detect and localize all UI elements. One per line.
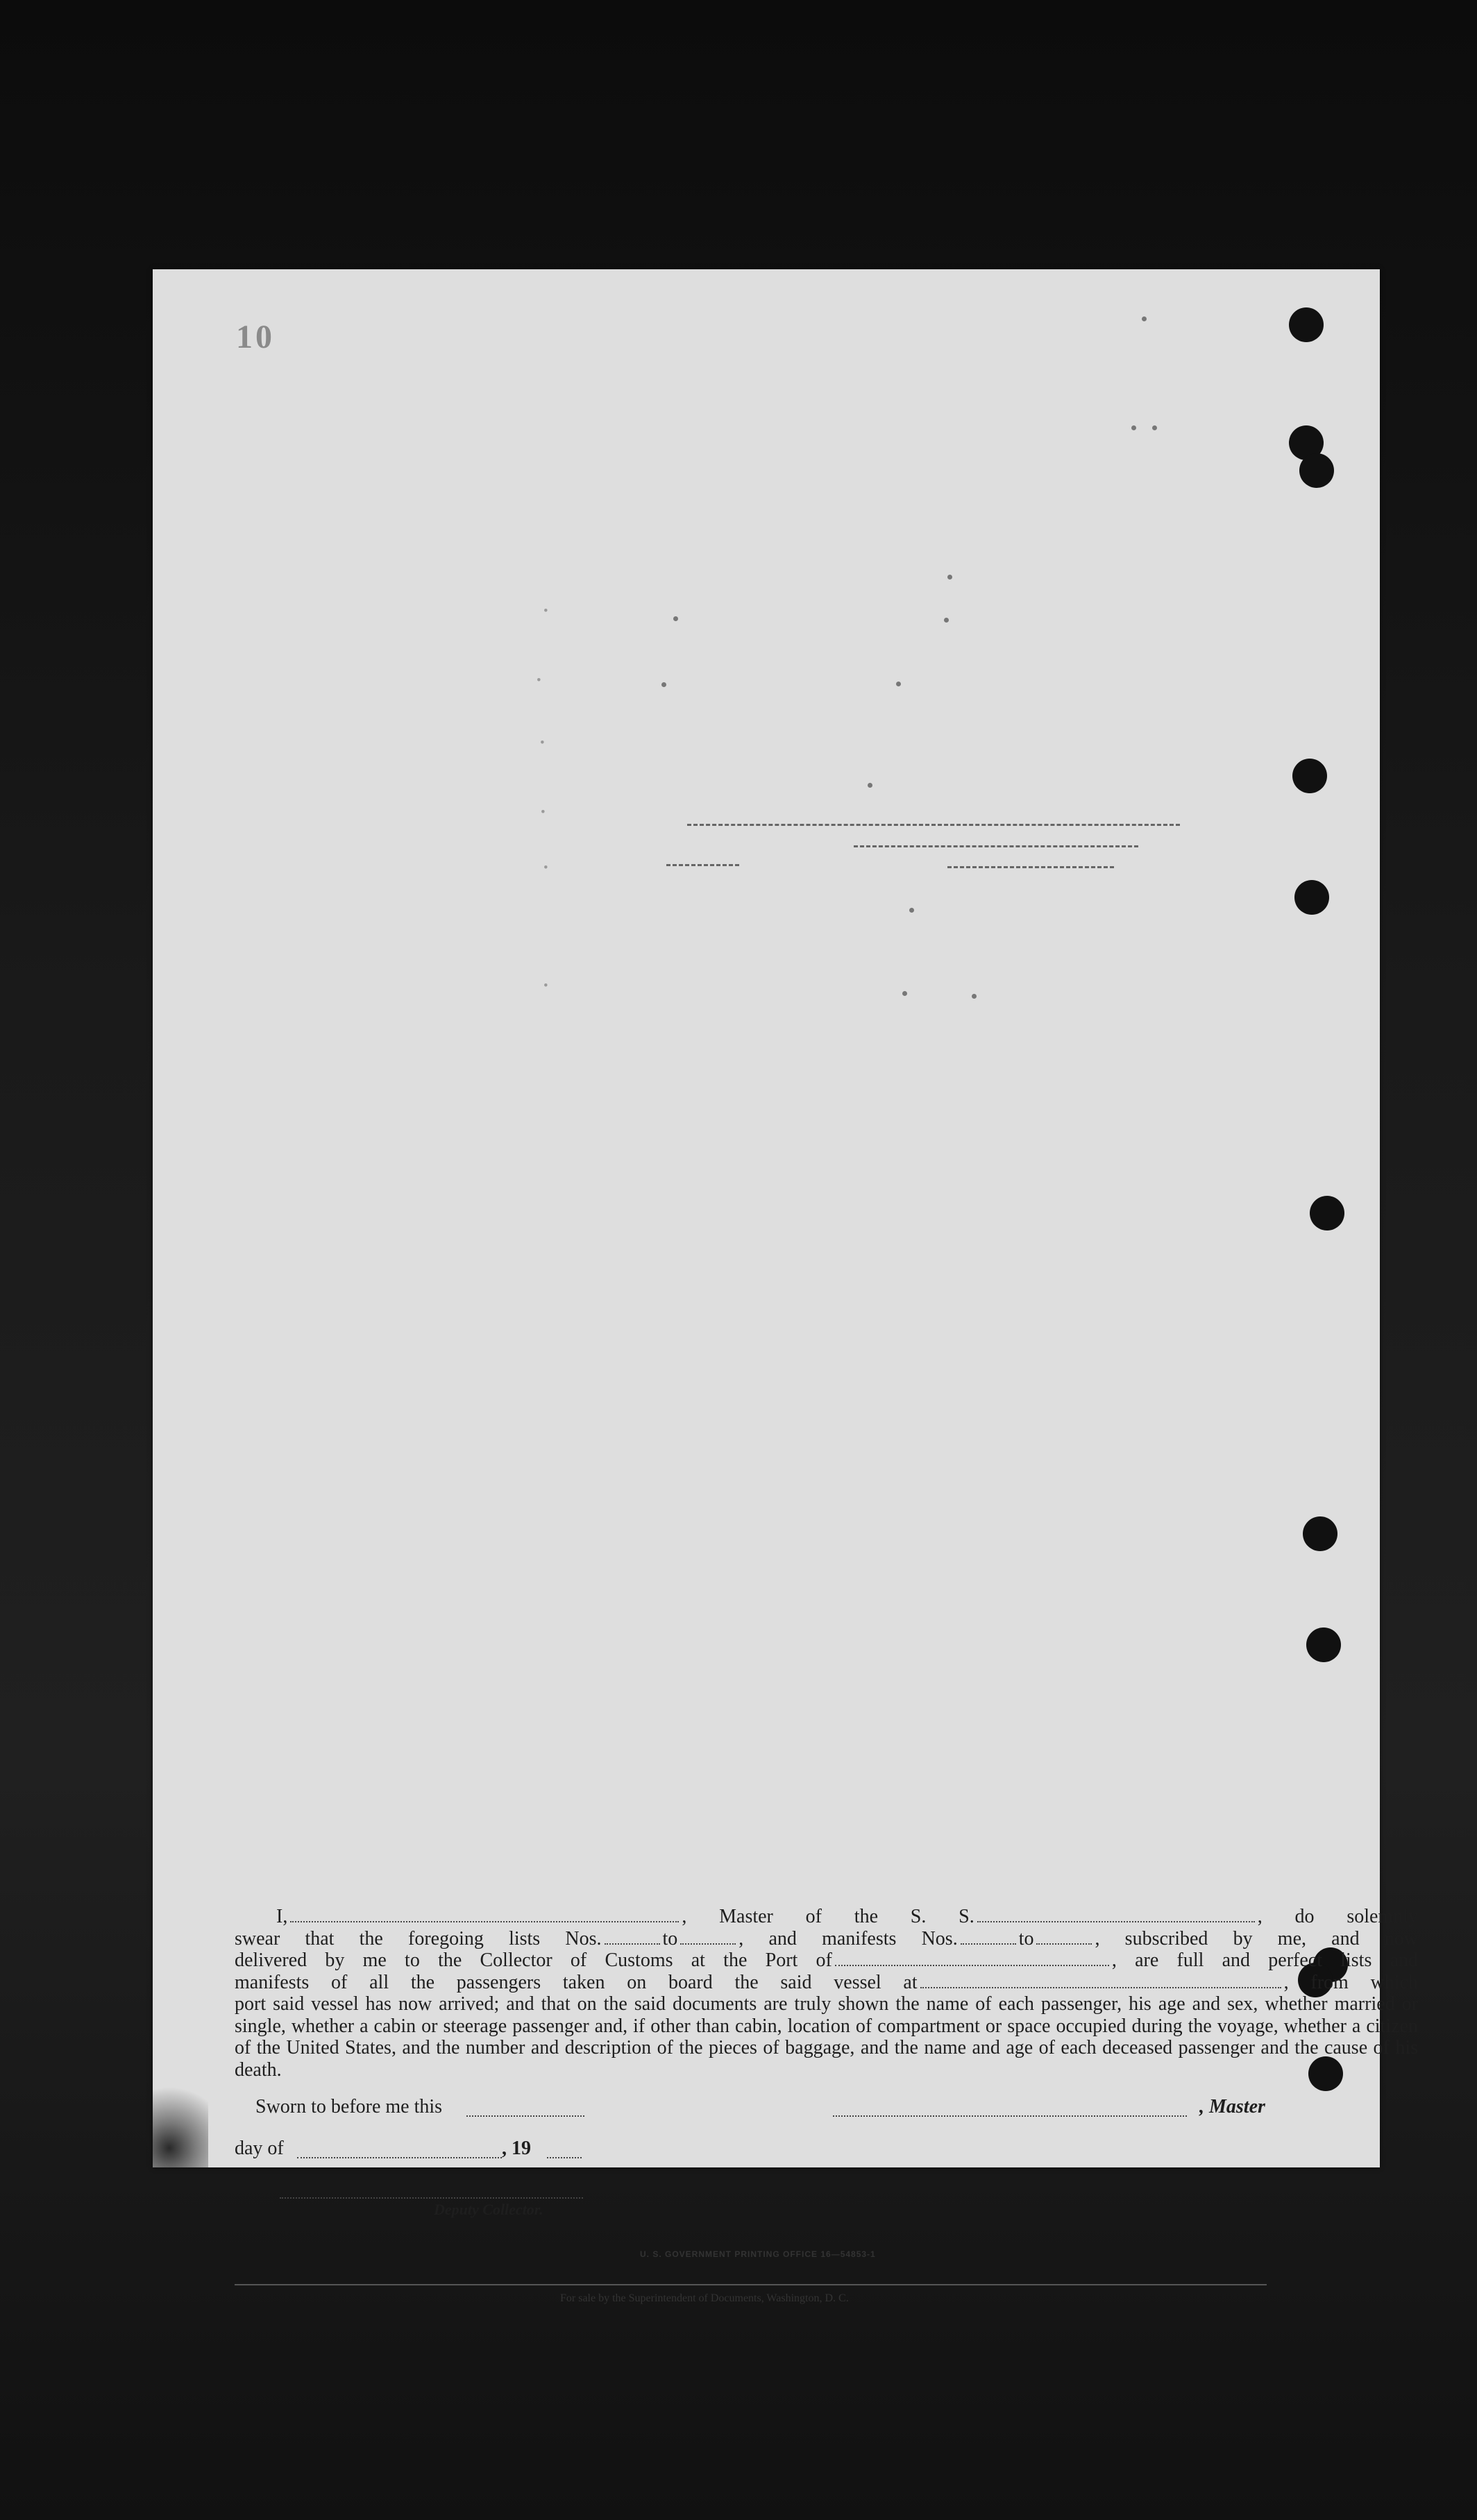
oath-body: port said vessel has now arrived; and that on the said documents are truly shown the name of each passenger, his age and sex, whether married or single, whether a cabin or steerage passenger and, if other than cabin, location of compartment or space occupied during the voyage, whether a citizen of the United States, and the number and description of the pieces of baggage, and the name and age of each deceased passenger and the cause of his death. <box>235 1993 1418 2081</box>
oath-text: delivered by me to the Collector of Customs at the Port of <box>235 1950 832 1971</box>
bleed-through-dot <box>1142 316 1147 321</box>
day-of-label: day of <box>235 2138 284 2159</box>
port-blank <box>835 1964 1109 1966</box>
punch-hole <box>1299 453 1334 488</box>
bleed-through-dash-line <box>854 845 1138 847</box>
list-from-blank <box>605 1943 660 1945</box>
punch-hole <box>1306 1627 1341 1662</box>
year-label: , 19 <box>502 2138 531 2159</box>
oath-text: , Master of the S. S. <box>682 1906 974 1927</box>
sworn-label: Sworn to before me this <box>255 2096 443 2117</box>
sworn-day-blank <box>466 2115 584 2117</box>
footer-rule <box>235 2284 1267 2285</box>
oath-text: , and manifests Nos. <box>738 1927 958 1950</box>
bleed-through-dot <box>673 616 678 621</box>
deputy-signature-line <box>280 2197 583 2199</box>
bleed-through-dot <box>1152 425 1157 430</box>
oath-line-4 <box>235 1972 1418 1994</box>
bleed-through-dot <box>909 908 914 913</box>
oath-text: to <box>1018 1927 1034 1950</box>
corner-stain <box>153 2070 208 2167</box>
oath-text: I, <box>276 1906 288 1927</box>
master-label: , Master <box>1199 2096 1265 2117</box>
for-sale-note: For sale by the Superintendent of Documents, Washington, D. C. <box>560 2292 849 2304</box>
bleed-through-dot <box>661 682 666 687</box>
master-signature-line <box>833 2115 1187 2117</box>
punch-hole <box>1310 1196 1344 1231</box>
bleed-through-mark: · <box>538 728 547 757</box>
deputy-collector-label: Deputy Collector. <box>434 2201 543 2218</box>
bleed-through-mark: · <box>541 971 550 1000</box>
month-blank <box>297 2157 502 2158</box>
manifest-to-blank <box>1036 1943 1092 1945</box>
punch-hole <box>1292 759 1327 793</box>
departure-port-blank <box>920 1986 1281 1988</box>
oath-line-3 <box>235 1950 1418 1972</box>
bleed-through-dash-line <box>687 824 1180 826</box>
ship-name-blank <box>977 1920 1255 1922</box>
bleed-through-dot <box>896 682 901 686</box>
bleed-through-mark: · <box>539 797 548 827</box>
oath-text: swear that the foregoing lists Nos. <box>235 1927 602 1950</box>
bleed-through-dash-line <box>947 866 1114 868</box>
bleed-through-dot <box>1131 425 1136 430</box>
printing-office-imprint: U. S. GOVERNMENT PRINTING OFFICE 16—54853-1 <box>640 2249 876 2259</box>
oath-line-2 <box>235 1928 1418 1950</box>
punch-hole <box>1289 307 1324 342</box>
oath-text: , are full and perfect lists and <box>1111 1950 1418 1971</box>
bleed-through-mark: · <box>534 666 543 695</box>
bleed-through-dot <box>868 783 872 788</box>
oath-text: , do solemnly <box>1257 1906 1418 1927</box>
bleed-through-dot <box>947 575 952 580</box>
bleed-through-dot <box>944 618 949 623</box>
bleed-through-dot <box>972 994 977 999</box>
page-number: 10 <box>236 319 275 355</box>
master-name-blank <box>290 1920 679 1922</box>
punch-hole <box>1303 1516 1337 1551</box>
bleed-through-dash-line <box>666 864 739 866</box>
oath-text: , subscribed by me, and now <box>1095 1927 1419 1950</box>
manifest-page <box>153 269 1419 2304</box>
bleed-through-mark: · <box>541 853 550 882</box>
oath-text: manifests of all the passengers taken on board the said vessel at <box>235 1971 918 1993</box>
oath-line-1 <box>235 1906 1418 1928</box>
punch-hole <box>1294 880 1329 915</box>
list-to-blank <box>680 1943 736 1945</box>
oath-text: , from which <box>1283 1971 1418 1993</box>
manifest-from-blank <box>961 1943 1016 1945</box>
master-oath-paragraph <box>235 1906 1418 2081</box>
bleed-through-mark: · <box>541 596 550 625</box>
year-blank <box>547 2157 582 2158</box>
bleed-through-dot <box>902 991 907 996</box>
oath-text: to <box>662 1927 678 1950</box>
